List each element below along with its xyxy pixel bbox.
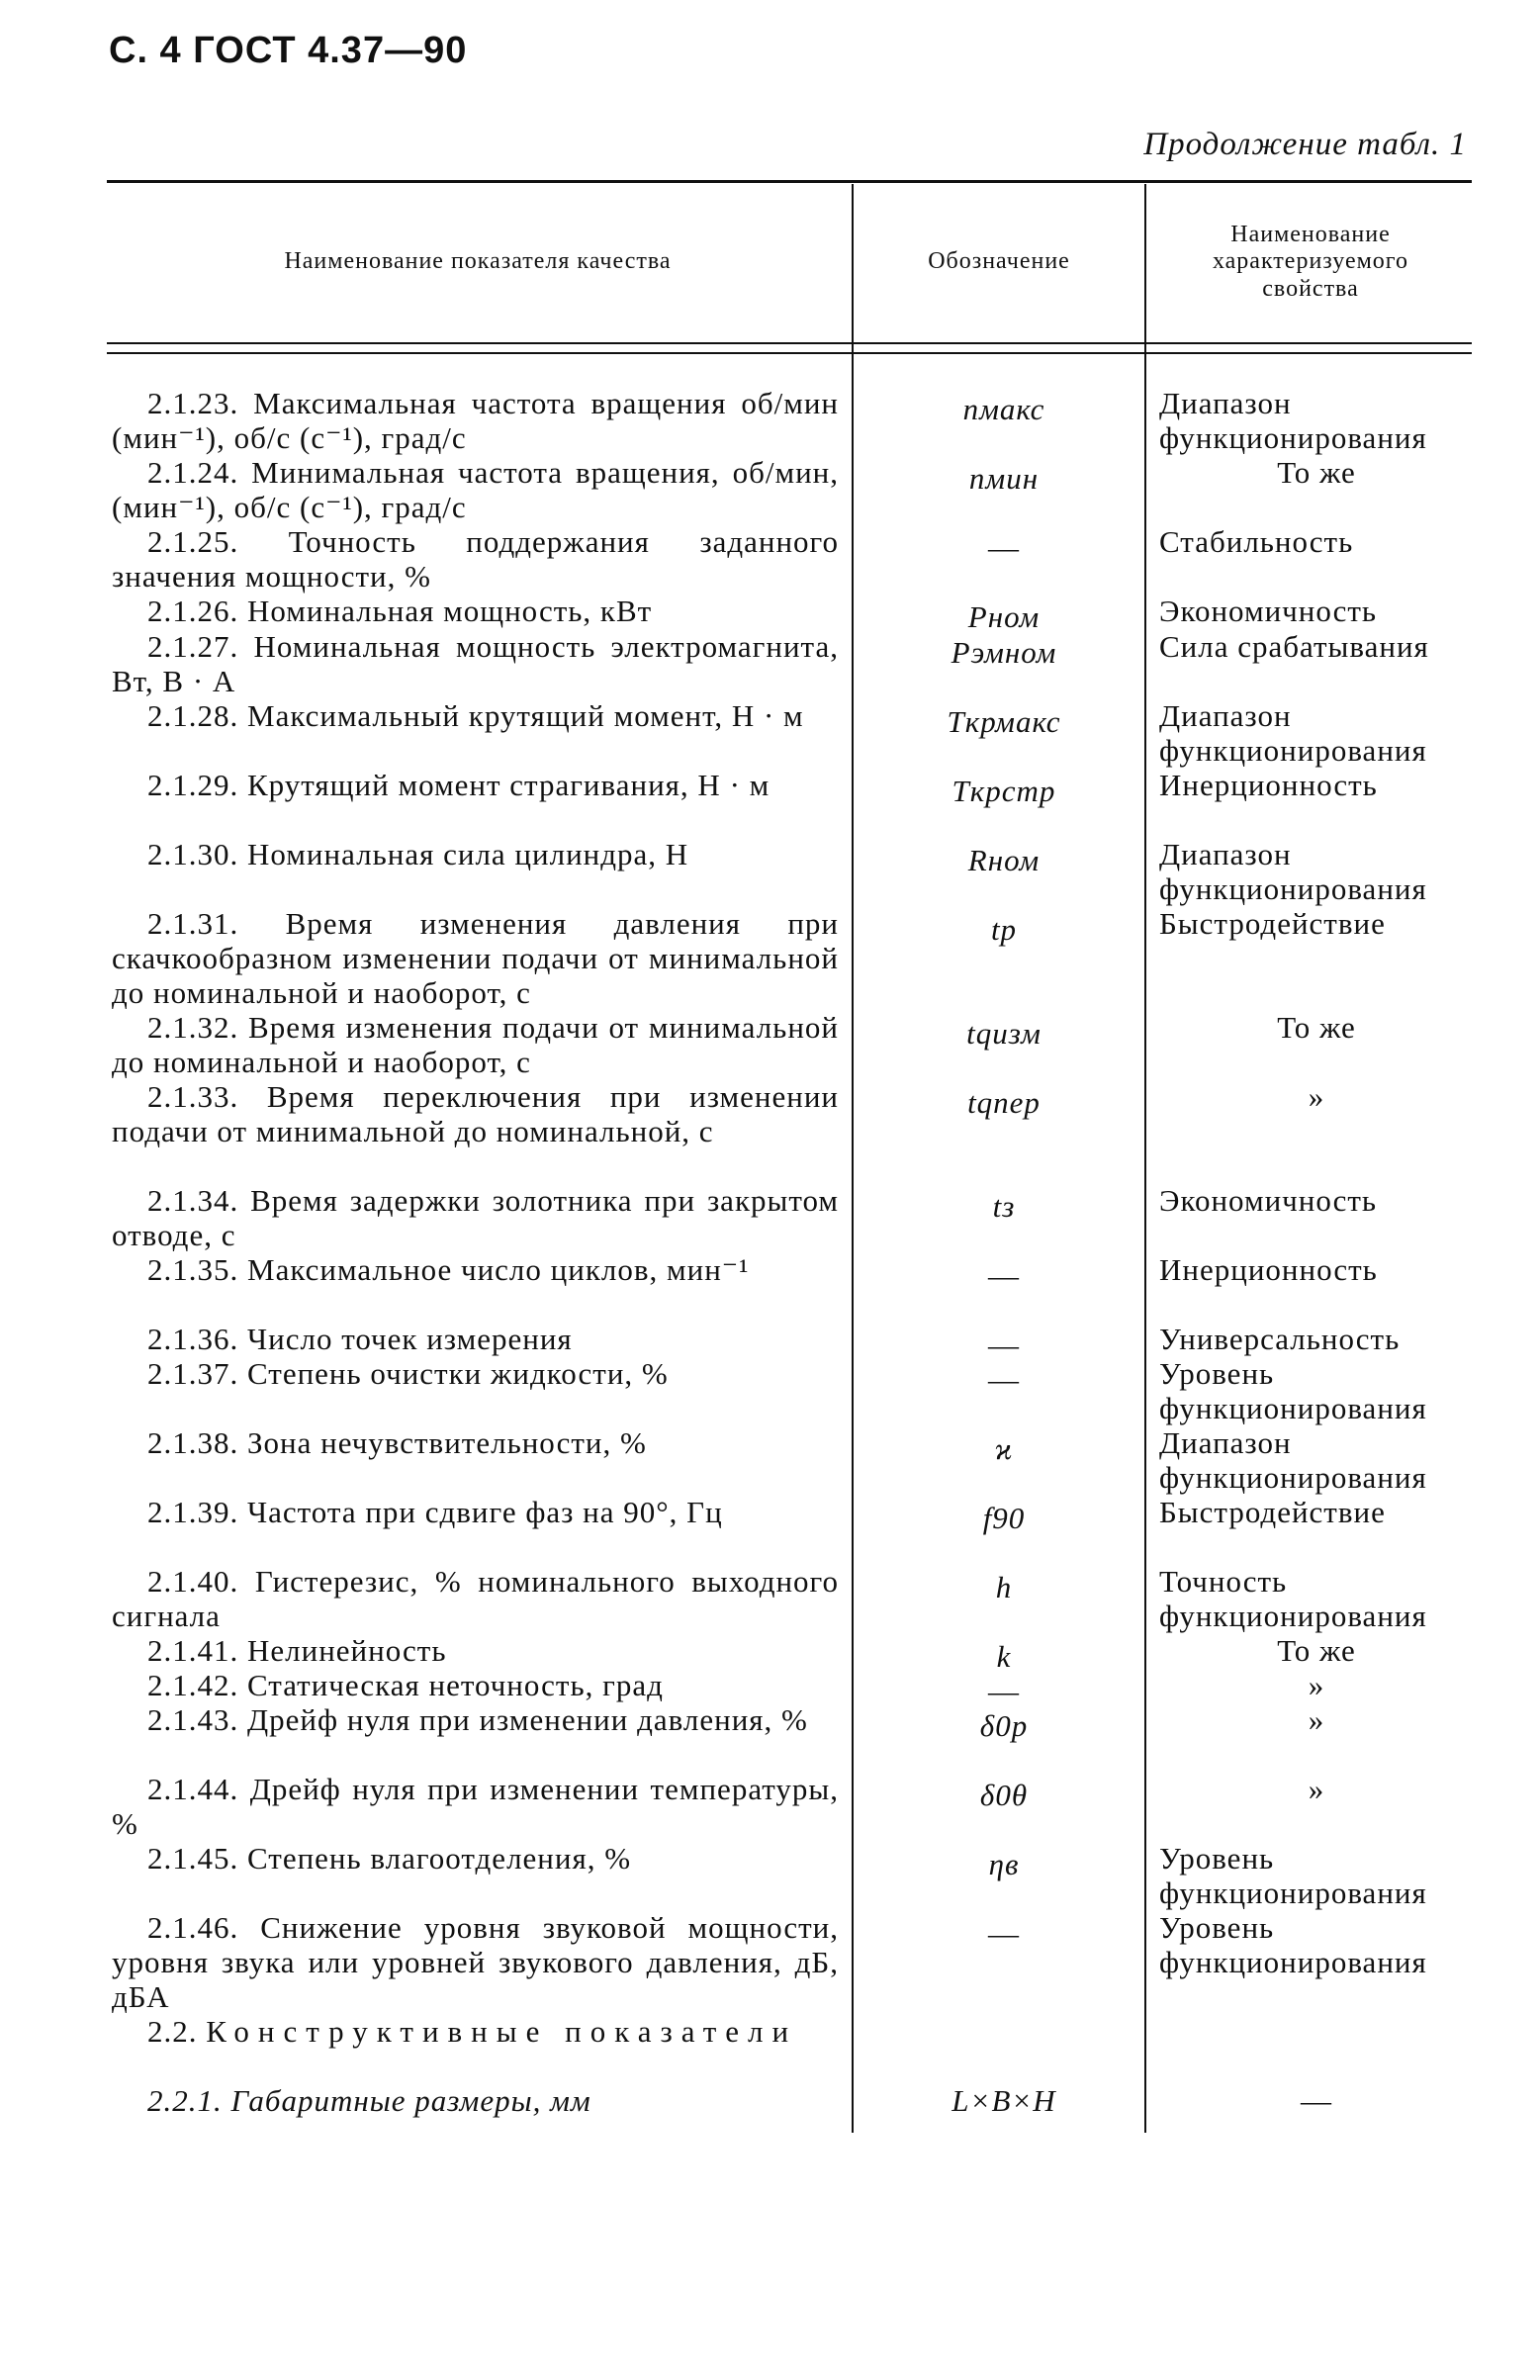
row-symbol: Pэмном: [951, 635, 1057, 670]
row-number: 2.1.29.: [147, 768, 239, 802]
column-divider-1: [852, 184, 854, 2133]
row-number: 2.1.40.: [147, 1564, 239, 1599]
row-number: 2.1.39.: [147, 1495, 239, 1529]
row-property: »: [1308, 1702, 1325, 1737]
table-row-name: [112, 1702, 839, 1737]
row-symbol: tp: [990, 912, 1018, 947]
row-indicator-name: Гистерезис, % номинального выходного сигнала: [112, 1564, 839, 1633]
row-property: Уровень функционирования: [1159, 1841, 1427, 1910]
row-symbol: nмин: [968, 461, 1040, 496]
row-symbol: —: [988, 1327, 1020, 1362]
row-number: 2.1.36.: [147, 1322, 239, 1356]
row-number: 2.1.34.: [147, 1183, 239, 1218]
row-indicator-name: Степень очистки жидкости, %: [247, 1356, 669, 1391]
row-indicator-name: Зона нечувствительности, %: [247, 1425, 647, 1460]
row-symbol: f90: [982, 1501, 1026, 1535]
row-symbol: h: [995, 1570, 1013, 1604]
row-property: То же: [1277, 1633, 1356, 1668]
row-symbol: ϰ: [994, 1431, 1014, 1466]
row-indicator-name: Частота при сдвиге фаз на 90°, Гц: [247, 1495, 723, 1529]
row-property: Инерционность: [1159, 1252, 1378, 1287]
column-header-name: Наименование показателя качества: [284, 248, 672, 275]
row-symbol: —: [988, 1362, 1020, 1397]
row-number: 2.1.32.: [147, 1010, 239, 1045]
table-row-name: [112, 1183, 839, 1252]
table-row-name: [112, 1322, 839, 1356]
row-number: 2.1.41.: [147, 1633, 239, 1668]
symbol-2-2-1: L×B×H: [951, 2083, 1056, 2118]
table-row-name: [112, 1668, 839, 1702]
table-row-name: [112, 1010, 839, 1079]
row-indicator-name: Время задержки золотника при закрытом отводе, с: [112, 1183, 839, 1252]
table-row-name: [112, 698, 839, 733]
row-property: Экономичность: [1159, 594, 1378, 628]
row-property: Точность функционирования: [1159, 1564, 1427, 1633]
row-number: 2.1.45.: [147, 1841, 239, 1876]
row-property: То же: [1277, 1010, 1356, 1045]
table-row-name: [112, 1633, 839, 1668]
row-property: Диапазон функционирования: [1159, 386, 1427, 455]
row-property: »: [1308, 1668, 1325, 1702]
table-row-name: [112, 1564, 839, 1633]
row-property: Универсальность: [1159, 1322, 1401, 1356]
table-row-name: [112, 1910, 839, 2014]
row-property: Диапазон функционирования: [1159, 1425, 1427, 1495]
row-indicator-name: Номинальная сила цилиндра, Н: [247, 837, 689, 871]
table-row-name: [112, 768, 839, 802]
row-indicator-name: Крутящий момент страгивания, Н · м: [247, 768, 770, 802]
row-property: Стабильность: [1159, 524, 1354, 559]
table-row-name: [112, 1772, 839, 1841]
table-continuation-label: Продолжение табл. 1: [1143, 127, 1467, 162]
row-number: 2.1.43.: [147, 1702, 239, 1737]
row-symbol: tqизм: [966, 1016, 1042, 1051]
row-indicator-name: Точность поддержания заданного значения мощности, %: [112, 524, 839, 594]
row-number: 2.1.42.: [147, 1668, 239, 1702]
row-symbol: k: [996, 1639, 1012, 1674]
row-number: 2.1.31.: [147, 906, 239, 941]
row-indicator-name: Число точек измерения: [247, 1322, 573, 1356]
section-2-2-heading: 2.2. Конструктивные показатели: [147, 2014, 798, 2049]
row-number: 2.1.46.: [147, 1910, 239, 1945]
header-bottom-rule-2: [107, 352, 1472, 354]
table-row-name: [112, 1252, 839, 1287]
table-row-name: [112, 386, 839, 455]
row-symbol: tз: [992, 1189, 1016, 1224]
row-property: Экономичность: [1159, 1183, 1378, 1218]
row-number: 2.1.35.: [147, 1252, 239, 1287]
column-header-property: Наименование характеризуемого свойства: [1212, 221, 1409, 302]
row-number: 2.1.25.: [147, 524, 239, 559]
row-symbol: —: [988, 1916, 1020, 1951]
row-indicator-name: Нелинейность: [247, 1633, 447, 1668]
table-row-name: [112, 594, 839, 628]
row-indicator-name: Снижение уровня звуковой мощности, уровня звука или уровней звукового давления, дБ, дБА: [112, 1910, 839, 2014]
row-indicator-name: Номинальная мощность электромагнита, Вт, В · А: [112, 629, 839, 698]
table-row-name: [112, 524, 839, 594]
page-header-code: С. 4 ГОСТ 4.37—90: [109, 30, 468, 71]
row-property: »: [1308, 1079, 1325, 1114]
row-number: 2.1.23.: [147, 386, 239, 420]
row-indicator-name: Максимальная частота вращения об/мин (мин⁻¹), об/с (с⁻¹), град/с: [112, 386, 839, 455]
table-row-2-2-1: 2.2.1. Габаритные размеры, мм: [147, 2083, 591, 2118]
row-symbol: Tкрмакс: [947, 704, 1061, 739]
row-indicator-name: Статическая неточность, град: [247, 1668, 664, 1702]
row-indicator-name: Номинальная мощность, кВт: [247, 594, 653, 628]
row-symbol: Tкрстр: [951, 774, 1056, 808]
row-property: Сила срабатывания: [1159, 629, 1429, 664]
table-row-name: [112, 1425, 839, 1460]
row-indicator-name: Степень влагоотделения, %: [247, 1841, 632, 1876]
row-indicator-name: Время переключения при изменении подачи от минимальной до номинальной, с: [112, 1079, 840, 1148]
row-property: Диапазон функционирования: [1159, 698, 1427, 768]
column-header-symbol: Обозначение: [928, 248, 1070, 275]
row-symbol: δ0p: [979, 1708, 1029, 1743]
row-property: Уровень функционирования: [1159, 1910, 1427, 1979]
row-symbol: ηв: [988, 1847, 1020, 1881]
row-number: 2.1.30.: [147, 837, 239, 871]
table-row-name: [112, 1495, 839, 1529]
table-row-name: [112, 1079, 839, 1148]
row-indicator-name: Максимальный крутящий момент, Н · м: [247, 698, 804, 733]
header-bottom-rule-1: [107, 342, 1472, 344]
row-symbol: Rном: [967, 843, 1041, 877]
row-number: 2.1.24.: [147, 455, 239, 490]
row-indicator-name: Дрейф нуля при изменении температуры, %: [112, 1772, 839, 1841]
row-symbol: nмакс: [962, 392, 1045, 426]
table-top-rule: [107, 180, 1472, 183]
row-property: Быстродействие: [1159, 906, 1386, 941]
row-symbol: δ0θ: [979, 1778, 1029, 1812]
row-symbol: —: [988, 530, 1020, 565]
table-row-name: [112, 1841, 839, 1876]
row-property: Уровень функционирования: [1159, 1356, 1427, 1425]
row-symbol: Pном: [967, 599, 1041, 634]
row-number: 2.1.28.: [147, 698, 239, 733]
table-row-name: [112, 1356, 839, 1391]
row-indicator-name: Дрейф нуля при изменении давления, %: [247, 1702, 808, 1737]
row-number: 2.1.27.: [147, 629, 239, 664]
row-property: Инерционность: [1159, 768, 1378, 802]
row-indicator-name: Время изменения давления при скачкообразном изменении подачи от минимальной до номинальной и наоборот, с: [112, 906, 840, 1010]
row-number: 2.1.26.: [147, 594, 239, 628]
property-2-2-1: —: [1301, 2083, 1332, 2118]
row-property: То же: [1277, 455, 1356, 490]
table-row-name: [112, 455, 839, 524]
table-row-name: [112, 837, 839, 871]
row-number: 2.1.38.: [147, 1425, 239, 1460]
row-symbol: —: [988, 1258, 1020, 1293]
row-number: 2.1.44.: [147, 1772, 239, 1806]
row-symbol: tqпер: [967, 1085, 1041, 1120]
row-indicator-name: Минимальная частота вращения, об/мин, (мин⁻¹), об/с (с⁻¹), град/с: [112, 455, 839, 524]
row-number: 2.1.37.: [147, 1356, 239, 1391]
row-indicator-name: Время изменения подачи от минимальной до номинальной и наоборот, с: [112, 1010, 839, 1079]
row-property: »: [1308, 1772, 1325, 1806]
table-row-name: [112, 629, 839, 698]
row-property: Диапазон функционирования: [1159, 837, 1427, 906]
row-indicator-name: Максимальное число циклов, мин⁻¹: [247, 1252, 750, 1287]
table-row-name: [112, 906, 839, 1010]
row-symbol: —: [988, 1674, 1020, 1708]
row-property: Быстродействие: [1159, 1495, 1386, 1529]
row-number: 2.1.33.: [147, 1079, 239, 1114]
